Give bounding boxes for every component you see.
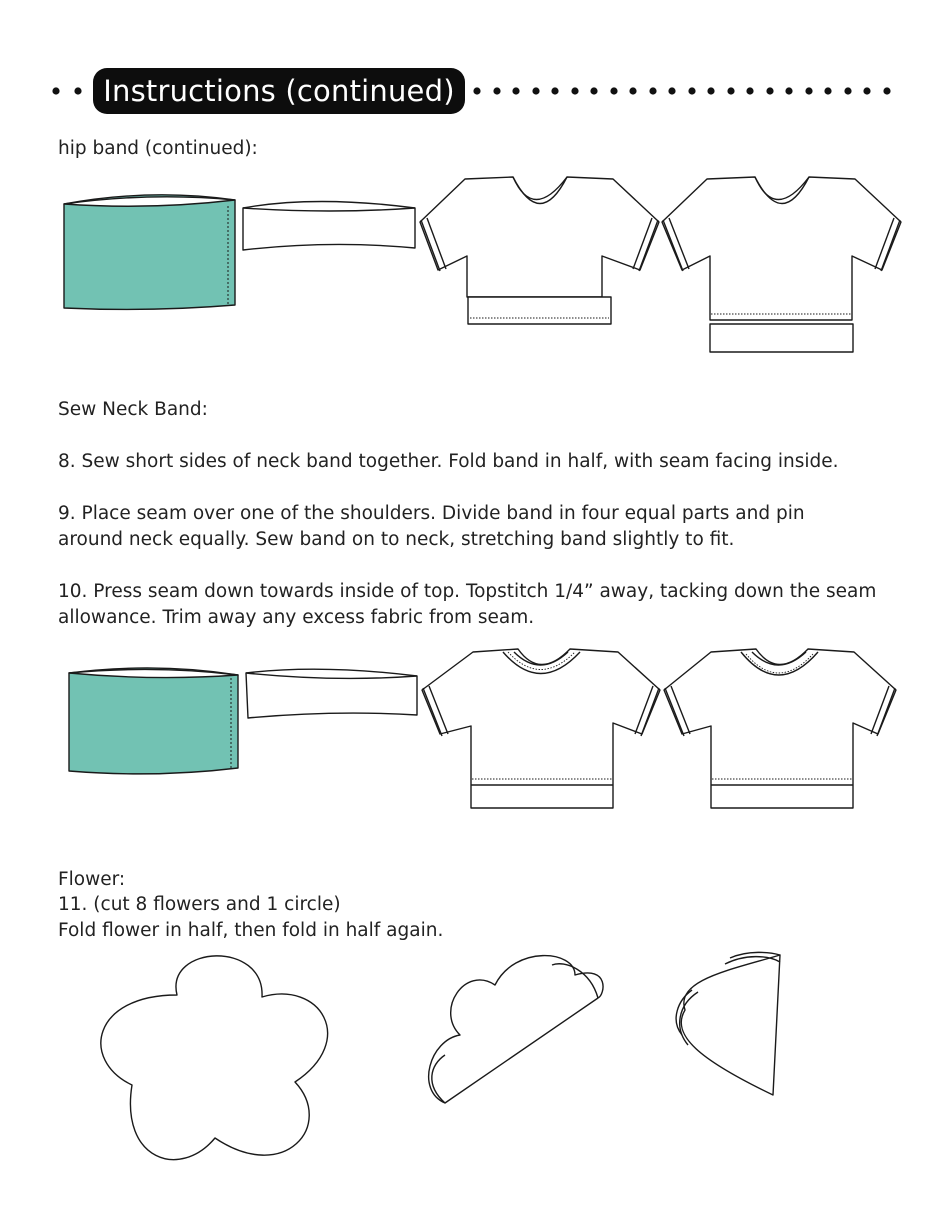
- step-11: 11. (cut 8 flowers and 1 circle): [58, 894, 341, 915]
- page-title: Instructions (continued): [93, 68, 465, 114]
- half-folded-flower-icon: [429, 956, 603, 1103]
- flower-heading: Flower:: [58, 869, 126, 890]
- step-8: 8. Sew short sides of neck band together. Fold band in half, with seam facing inside.: [58, 451, 839, 472]
- neck-band-illustration: [60, 640, 920, 820]
- full-flower-icon: [101, 956, 328, 1160]
- flower-folding-illustration: [80, 940, 820, 1180]
- step-10-line-2: allowance. Trim away any excess fabric from seam.: [58, 607, 535, 628]
- neck-band-heading: Sew Neck Band:: [58, 399, 208, 420]
- step-9-line-2: around neck equally. Sew band on to neck, stretching band slightly to fit.: [58, 529, 735, 550]
- flower-fold-instruction: Fold flower in half, then fold in half again.: [58, 920, 444, 941]
- hip-band-illustration: [55, 170, 915, 365]
- step-10-line-1: 10. Press seam down towards inside of top. Topstitch 1/4” away, tacking down the seam: [58, 581, 877, 602]
- quarter-folded-flower-icon: [681, 955, 780, 1095]
- hip-band-heading: hip band (continued):: [58, 138, 258, 159]
- step-9-line-1: 9. Place seam over one of the shoulders. Divide band in four equal parts and pin: [58, 503, 805, 524]
